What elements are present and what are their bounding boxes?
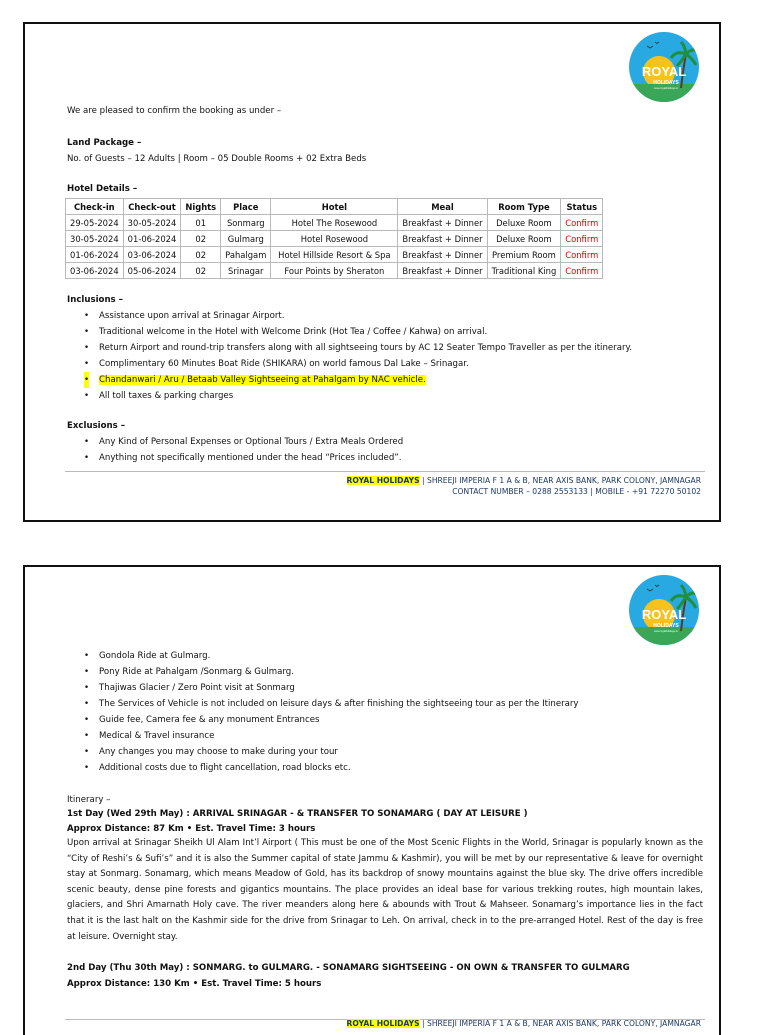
list-item-text: Guide fee, Camera fee & any monument Entrances [99,715,320,725]
table-cell: 02 [181,263,221,279]
table-row [66,215,603,231]
list-item-text: Pony Ride at Pahalgam /Sonmarg & Gulmarg. [99,667,294,677]
list-item-text: Assistance upon arrival at Srinagar Airport. [99,311,285,321]
exclusions-list [67,434,403,466]
list-item: • Anything not specifically mentioned under the head “Prices included”. [84,453,402,463]
day-1-distance: Approx Distance: 87 Km • Est. Travel Time: 3 hours [67,824,316,834]
logo-sub: HOLIDAYS [653,623,679,629]
table-cell: Sonmarg [221,215,271,231]
list-item: • Chandanwari / Aru / Betaab Valley Sightseeing at Pahalgam by NAC vehicle. [67,372,632,388]
day-1-description: Upon arrival at Srinagar Sheikh Ul Alam Int’l Airport ( This must be one of the Most Scenic Flights in the World, Srinagar is popularly known as the “City of Reshi’s & Sufi’s” and it is also the Summer capital of state Jammu & Kashmir), you will be met by our representative & leave for overnight stay at Sonmarg. Sonamarg, which means Meadow of Gold, has its backdrop of snowy mountains against the blue sky. The drive offers incredible scenic beauty, dense pine forests and gigantics mountains. The place provides an ideal base for various trekking routes, high mountain lakes, glaciers, and Shri Amarnath Holy cave. The river meanders along here & abounds with Trout & Mahseer. Sonamarg’s importance lies in the fact that it is the last halt on the Kashmir side for the drive from Srinagar to Leh. On arrival, check in to the pre-arranged Hotel. Rest of the day is free at leisure. Overnight stay. [67,838,703,942]
logo-name: ROYAL [641,64,687,79]
footer-brand: ROYAL HOLIDAYS [346,1019,420,1028]
list-item-text: Anything not specifically mentioned under the head “Prices included”. [99,453,402,463]
table-cell: Traditional King [487,263,561,279]
logo-url: www.royalholidays.in [653,87,679,90]
list-item: • The Services of Vehicle is not included on leisure days & after finishing the sightseeing tour as per the Itinerary [84,699,579,709]
list-item-text: Gondola Ride at Gulmarg. [99,651,211,661]
table-cell: Hotel Rosewood [271,231,398,247]
table-cell: Premium Room [487,247,561,263]
day-2-distance: Approx Distance: 130 Km • Est. Travel Time: 5 hours [67,979,322,989]
list-item-text: Return Airport and round-trip transfers along with all sightseeing tours by AC 12 Seater Tempo Traveller as per the itinerary. [99,343,633,353]
land-package-details: No. of Guests – 12 Adults | Room – 05 Double Rooms + 02 Extra Beds [67,154,367,164]
list-item-text: Any Kind of Personal Expenses or Optional Tours / Extra Meals Ordered [99,437,404,447]
table-cell: Hotel The Rosewood [271,215,398,231]
document-page-1 [23,22,721,522]
royal-holidays-logo [629,575,699,645]
column-header: Room Type [487,199,561,215]
status-cell: Confirm [561,247,603,263]
list-item: • Any Kind of Personal Expenses or Optional Tours / Extra Meals Ordered [84,437,404,447]
day-1-title: 1st Day (Wed 29th May) : ARRIVAL SRINAGAR - & TRANSFER TO SONAMARG ( DAY AT LEISURE ) [67,809,528,819]
table-row [66,231,603,247]
table-cell: Breakfast + Dinner [398,263,487,279]
list-item: • Additional costs due to flight cancellation, road blocks etc. [84,763,351,773]
table-cell: Deluxe Room [487,231,561,247]
list-item: • Assistance upon arrival at Srinagar Airport. [84,311,285,321]
table-header-row [66,199,603,215]
exclusions-heading: Exclusions – [67,421,126,431]
table-row [66,247,603,263]
table-cell: Breakfast + Dinner [398,215,487,231]
table-cell: 02 [181,231,221,247]
day-2-title: 2nd Day (Thu 30th May) : SONMARG. to GULMARG. - SONAMARG SIGHTSEEING - ON OWN & TRANSFER TO GULMARG [67,963,630,973]
table-cell: Srinagar [221,263,271,279]
table-cell: 03-06-2024 [66,263,124,279]
royal-holidays-logo [629,32,699,102]
list-item-text: Complimentary 60 Minutes Boat Ride (SHIKARA) on world famous Dal Lake – Srinagar. [99,359,469,369]
table-cell: 01-06-2024 [123,231,181,247]
list-item: • Return Airport and round-trip transfers along with all sightseeing tours by AC 12 Seater Tempo Traveller as per the itinerary. [84,343,633,353]
list-item: • Complimentary 60 Minutes Boat Ride (SHIKARA) on world famous Dal Lake – Srinagar. [84,359,469,369]
footer-contact: CONTACT NUMBER – 0288 2553133 | MOBILE - +91 72270 50102 [452,487,701,496]
table-cell: Gulmarg [221,231,271,247]
status-cell: Confirm [561,215,603,231]
list-item: • Medical & Travel insurance [84,731,215,741]
table-cell: 01 [181,215,221,231]
exclusions-list-continued [67,648,579,776]
table-cell: Hotel Hillside Resort & Spa [271,247,398,263]
list-item: • Gondola Ride at Gulmarg. [84,651,211,661]
column-header: Meal [398,199,487,215]
list-item: • Thajiwas Glacier / Zero Point visit at Sonmarg [84,683,295,693]
column-header: Check-out [123,199,181,215]
document-page-2 [23,565,721,1035]
itinerary-heading: Itinerary – [67,795,111,805]
list-item: • Pony Ride at Pahalgam /Sonmarg & Gulmarg. [84,667,294,677]
page-footer [347,475,701,497]
list-item-text: Additional costs due to flight cancellation, road blocks etc. [99,763,351,773]
table-cell: Breakfast + Dinner [398,247,487,263]
table-cell: 01-06-2024 [66,247,124,263]
table-cell: 02 [181,247,221,263]
table-cell: Breakfast + Dinner [398,231,487,247]
list-item-text: The Services of Vehicle is not included on leisure days & after finishing the sightseeing tour as per the Itinerary [99,699,579,709]
inclusions-list [67,308,632,404]
list-item-text: All toll taxes & parking charges [99,391,234,401]
table-cell: 05-06-2024 [123,263,181,279]
footer-divider [65,471,705,472]
list-item-text: Thajiwas Glacier / Zero Point visit at Sonmarg [99,683,295,693]
column-header: Place [221,199,271,215]
status-cell: Confirm [561,263,603,279]
inclusions-heading: Inclusions – [67,295,123,305]
hotel-details-table [65,198,603,279]
land-package-heading: Land Package – [67,138,142,148]
table-cell: 30-05-2024 [66,231,124,247]
table-cell: Pahalgam [221,247,271,263]
logo-name: ROYAL [641,607,687,622]
footer-brand: ROYAL HOLIDAYS [346,476,420,485]
column-header: Nights [181,199,221,215]
hotel-details-heading: Hotel Details – [67,184,138,194]
table-cell: 30-05-2024 [123,215,181,231]
table-cell: 03-06-2024 [123,247,181,263]
list-item-text: Any changes you may choose to make during your tour [99,747,338,757]
table-row [66,263,603,279]
list-item-text: Traditional welcome in the Hotel with Welcome Drink (Hot Tea / Coffee / Kahwa) on arrival. [99,327,488,337]
column-header: Check-in [66,199,124,215]
list-item: • All toll taxes & parking charges [84,391,234,401]
highlighted-list-item-text: Chandanwari / Aru / Betaab Valley Sightseeing at Pahalgam by NAC vehicle. [99,375,426,385]
table-cell: 29-05-2024 [66,215,124,231]
list-item: • Guide fee, Camera fee & any monument Entrances [84,715,320,725]
column-header: Hotel [271,199,398,215]
intro-text: We are pleased to confirm the booking as under – [67,106,282,116]
footer-address: | SHREEJI IMPERIA F 1 A & B, NEAR AXIS BANK, PARK COLONY, JAMNAGAR [419,1019,701,1028]
table-cell: Deluxe Room [487,215,561,231]
logo-sub: HOLIDAYS [653,80,679,86]
list-item: • Traditional welcome in the Hotel with Welcome Drink (Hot Tea / Coffee / Kahwa) on arrival. [84,327,488,337]
list-item-text: Medical & Travel insurance [99,731,215,741]
status-cell: Confirm [561,231,603,247]
list-item: • Any changes you may choose to make during your tour [84,747,338,757]
column-header: Status [561,199,603,215]
footer-address: | SHREEJI IMPERIA F 1 A & B, NEAR AXIS BANK, PARK COLONY, JAMNAGAR [419,476,701,485]
logo-url: www.royalholidays.in [653,630,679,633]
table-cell: Four Points by Sheraton [271,263,398,279]
